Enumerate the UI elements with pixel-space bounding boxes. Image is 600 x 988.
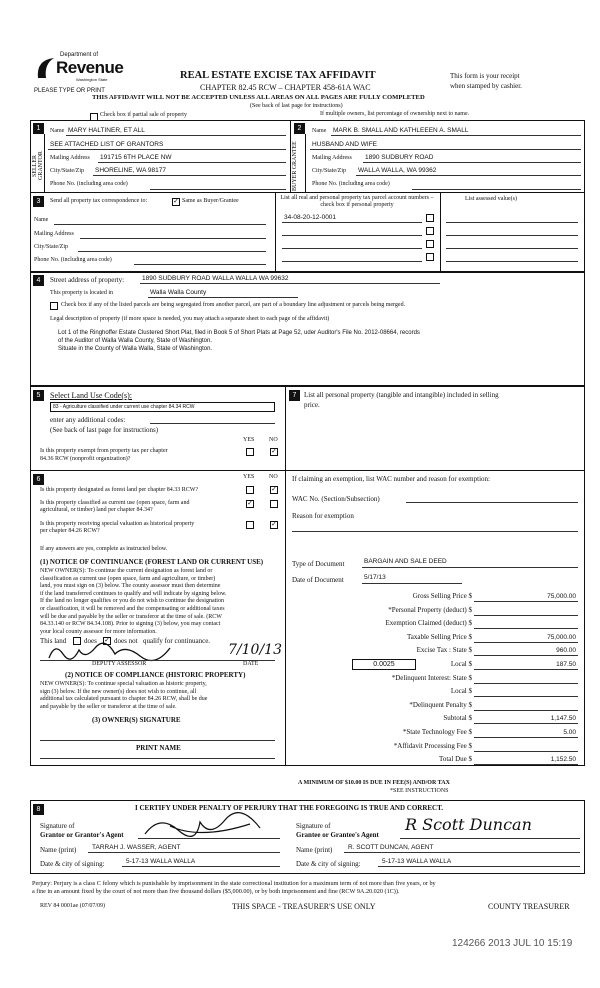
tax-row-value[interactable]: 5.00 xyxy=(563,729,576,736)
section-3-number: 3 xyxy=(33,196,44,207)
local-rate-field[interactable]: 0.0025 xyxy=(352,659,416,670)
sec5-no-header: NO xyxy=(269,437,278,443)
grantee-sig-label2: Grantee or Grantee's Agent xyxy=(296,831,379,839)
deputy-label: DEPUTY ASSESSOR xyxy=(92,661,147,667)
multiple-owners-note: If multiple owners, list percentage of ownership next to name. xyxy=(320,111,470,117)
cashier-note: when stamped by cashier. xyxy=(450,82,522,90)
seller-city-value[interactable]: SHORELINE, WA 98177 xyxy=(95,167,166,174)
tax-row-label: *Affidavit Processing Fee $ xyxy=(393,741,472,750)
this-land-label: This land xyxy=(40,637,67,645)
grantee-name-label: Name (print) xyxy=(296,846,333,854)
seller-tag: SELLER GRANTOR xyxy=(32,151,44,181)
tax-row-label: Local $ xyxy=(450,687,472,696)
additional-codes-label: enter any additional codes: xyxy=(50,416,126,424)
state-label: Washington State xyxy=(76,77,108,82)
assessed-header: List assessed value(s) xyxy=(465,196,517,202)
tax-row-label: *Delinquent Interest: State $ xyxy=(391,673,472,682)
tax-row-label: Taxable Selling Price $ xyxy=(406,632,472,641)
buyer-phone-label: Phone No. (including area code) xyxy=(312,181,390,187)
property-block xyxy=(30,272,585,386)
does-label: does xyxy=(84,637,97,645)
parcel-checkbox-2[interactable] xyxy=(426,227,434,235)
continuance-paragraph xyxy=(40,568,226,636)
tax-row-label: Exemption Claimed (deduct) $ xyxy=(385,619,472,628)
compliance-line: additional tax calculated pursuant to chapter 84.26 RCW, shall be due xyxy=(40,696,208,703)
land-use-code-value: 83 - Agriculture classified under current use chapter 84.34 RCW xyxy=(53,404,195,410)
tax-row-label: *Delinquent Penalty $ xyxy=(409,700,472,709)
street-label: Street address of property: xyxy=(50,276,125,284)
section-7-number: 7 xyxy=(289,390,300,401)
perjury-line1: Perjury: Perjury is a class C felony which is punishable by imprisonment in the state correctional institution for a maximum term of not more than five years, or by xyxy=(32,880,436,887)
seller-line2-value[interactable]: SEE ATTACHED LIST OF GRANTORS xyxy=(50,141,164,148)
same-as-buyer-checkbox[interactable]: ✓ xyxy=(173,198,179,205)
compliance-title: (2) NOTICE OF COMPLIANCE (HISTORIC PROPERTY) xyxy=(65,671,246,679)
current-use-question-2: agricultural, or timber) land per chapter 84.34? xyxy=(40,507,153,513)
historic-yes-checkbox[interactable] xyxy=(246,521,254,529)
sec3-address-label: Mailing Address xyxy=(34,231,74,237)
tax-row-value[interactable]: 1,152.50 xyxy=(550,756,576,764)
continuance-line: classification as current use (open space, farm and agriculture, or timber) xyxy=(40,575,216,582)
personal-prop-line2: price. xyxy=(304,401,320,409)
parcel-header: List all real and personal property tax parcel account numbers – check box if personal property xyxy=(280,195,434,208)
assessor-date: 7/10/13 xyxy=(228,642,282,658)
sec3-phone-label: Phone No. (including area code) xyxy=(34,257,112,263)
treasurer-space-label: THIS SPACE - TREASURER'S USE ONLY xyxy=(232,902,376,911)
grantor-sig-label2: Grantor or Grantor's Agent xyxy=(40,831,124,839)
legal-desc-line2[interactable]: of the Auditor of Walla Walla County, State of Washington. xyxy=(58,338,212,344)
compliance-line: sign (3) below. If the new owner(s) does not wish to continue, all xyxy=(40,688,197,695)
legal-desc-line1[interactable]: Lot 1 of the Ringhoffer Estate Clustered Short Plat, filed in Book 5 of Short Plats at Page 52, uder Auditor's File No. 2012-08664, records xyxy=(58,330,420,336)
sec5-yes-header: YES xyxy=(243,437,255,443)
county-value[interactable]: Walla Walla County xyxy=(150,289,207,296)
forest-no-checkbox[interactable]: ✓ xyxy=(271,486,277,493)
minimum-note: A MINIMUM OF $10.00 IS DUE IN FEE(S) AND/OR TAX xyxy=(298,780,450,786)
grantor-date-label: Date & city of signing: xyxy=(40,860,105,868)
buyer-line2-value[interactable]: HUSBAND AND WIFE xyxy=(312,141,378,148)
does-not-label: does not xyxy=(114,637,138,645)
grantor-sig-label1: Signature of xyxy=(40,822,75,830)
continuance-title: (1) NOTICE OF CONTINUANCE (FOREST LAND OR CURRENT USE) xyxy=(40,558,264,566)
doc-date-label: Date of Document xyxy=(292,576,344,584)
parcel-checkbox-4[interactable] xyxy=(426,253,434,261)
exempt-no-checkbox[interactable]: ✓ xyxy=(271,448,277,455)
street-value[interactable]: 1890 SUDBURY ROAD WALLA WALLA WA 99632 xyxy=(142,275,289,282)
continuance-line: NEW OWNER(S): To continue the current designation as forest land or xyxy=(40,568,213,574)
segregated-label: Check box if any of the listed parcels are being segregated from another parcel, are part of a boundary line adjustment or parcels being merged. xyxy=(61,302,406,308)
tax-row-label: Local $ xyxy=(450,660,472,668)
continuance-line: or classification, it will be removed and the compensating or additional taxes xyxy=(40,605,225,612)
tax-row-label: Total Due $ xyxy=(439,755,472,764)
seller-address-value[interactable]: 191715 6TH PLACE NW xyxy=(100,154,172,161)
legal-label: Legal description of property (if more space is needed, you may attach a separate sheet to each page of the affidavit) xyxy=(50,316,330,322)
dept-label: Department of xyxy=(60,52,99,58)
seller-phone-label: Phone No. (including area code) xyxy=(50,181,128,187)
buyer-city-label: City/State/Zip xyxy=(312,168,346,174)
print-name-label: PRINT NAME xyxy=(136,744,181,752)
land-use-code-field[interactable] xyxy=(50,402,275,412)
forest-yes-checkbox[interactable] xyxy=(246,486,254,494)
buyer-tag: BUYER GRANTEE xyxy=(292,141,298,191)
section-8-number: 8 xyxy=(33,804,44,815)
revision-label: REV 84 0001ae (07/07/09) xyxy=(40,903,106,909)
current-use-no-checkbox[interactable] xyxy=(270,500,278,508)
grantee-name-value[interactable]: R. SCOTT DUNCAN, AGENT xyxy=(348,844,434,851)
tax-row-label: Excise Tax : State $ xyxy=(416,646,472,655)
seller-address-label: Mailing Address xyxy=(50,155,90,161)
correspondence-label: Send all property tax correspondence to: xyxy=(50,198,148,204)
seller-city-label: City/State/Zip xyxy=(50,168,84,174)
recording-stamp: 124266 2013 JUL 10 15:19 xyxy=(452,938,573,949)
see-instructions: *SEE INSTRUCTIONS xyxy=(390,788,449,794)
sec5-instructions: (See back of last page for instructions) xyxy=(50,426,159,434)
form-warning: THIS AFFIDAVIT WILL NOT BE ACCEPTED UNLESS ALL AREAS ON ALL PAGES ARE FULLY COMPLETED xyxy=(92,94,425,101)
historic-question-1: Is this property receiving special valuation as historical property xyxy=(40,521,195,527)
grantee-date-value[interactable]: 5-17-13 WALLA WALLA xyxy=(382,858,452,865)
sec3-name-label: Name xyxy=(34,217,49,223)
doc-date-value[interactable]: 5/17/13 xyxy=(364,574,386,581)
seller-name-value[interactable]: MARY HALTINER, ET ALL xyxy=(68,127,145,134)
revenue-logo xyxy=(34,52,124,86)
buyer-address-label: Mailing Address xyxy=(312,155,352,161)
tax-row-label: Gross Selling Price $ xyxy=(412,592,472,600)
section-4-number: 4 xyxy=(33,275,44,286)
same-as-buyer-label: Same as Buyer/Grantee xyxy=(182,198,239,204)
historic-no-checkbox[interactable]: ✓ xyxy=(271,521,277,528)
grantor-name-value[interactable]: TARRAH J. WASSER, AGENT xyxy=(92,844,181,851)
grantee-signature: R Scott Duncan xyxy=(405,815,532,834)
print-label: PLEASE TYPE OR PRINT xyxy=(34,88,105,94)
forest-question: Is this property designated as forest land per chapter 84.33 RCW? xyxy=(40,487,199,493)
tax-row-value[interactable]: 960.00 xyxy=(556,647,576,655)
buyer-name-value[interactable]: MARK B. SMALL AND KATHLEEEN A. SMALL xyxy=(333,127,469,134)
tax-row-value[interactable]: 187.50 xyxy=(556,661,576,668)
continuance-line: If the land no longer qualifies or you do not wish to continue the designation xyxy=(40,598,224,605)
date-label: DATE xyxy=(243,661,259,667)
revenue-wordmark: Revenue xyxy=(56,58,124,77)
receipt-note: This form is your receipt xyxy=(450,72,520,80)
historic-question-2: per chapter 84.26 RCW? xyxy=(40,528,100,534)
grantee-sig-label1: Signature of xyxy=(296,822,331,830)
wac-label: WAC No. (Section/Subsection) xyxy=(292,495,380,503)
buyer-name-label: Name xyxy=(312,128,327,134)
exempt-yes-checkbox[interactable] xyxy=(246,448,254,456)
continuance-line: will be due and payable by the seller or transferor at the time of sale. (RCW xyxy=(40,613,222,620)
segregated-checkbox[interactable] xyxy=(50,302,58,310)
certify-statement: I CERTIFY UNDER PENALTY OF PERJURY THAT THE FOREGOING IS TRUE AND CORRECT. xyxy=(135,804,444,812)
exemption-label: If claiming an exemption, list WAC number and reason for exemption: xyxy=(292,475,490,483)
county-treasurer-label: COUNTY TREASURER xyxy=(488,902,570,911)
section-5-number: 5 xyxy=(33,390,44,401)
continuance-line: if the land transferred continues to qualify and will indicate by signing below. xyxy=(40,590,227,597)
compliance-line: and payable by the seller or transferor at the time of sale. xyxy=(40,703,177,710)
land-use-title: Select Land Use Code(s): xyxy=(50,391,132,400)
tax-row-label: *Personal Property (deduct) $ xyxy=(388,605,472,614)
compliance-paragraph xyxy=(40,681,207,711)
tax-row-value[interactable]: 75,000.00 xyxy=(547,633,576,641)
if-any-note: If any answers are yes, complete as instructed below. xyxy=(40,546,168,552)
partial-sale-label: Check box if partial sale of property xyxy=(100,112,187,118)
continuance-line: 84.33.140 or RCW 84.34.108). Prior to signing (3) below, you may contact xyxy=(40,621,221,628)
instructions-note: (See back of last page for instructions) xyxy=(250,103,343,109)
personal-prop-line1: List all personal property (tangible and intangible) included in selling xyxy=(304,391,499,399)
section-2-number: 2 xyxy=(294,123,305,134)
parcel-number-value[interactable]: 34-08-20-12-0001 xyxy=(284,214,337,221)
compliance-line: NEW OWNER(S): To continue special valuation as historic property, xyxy=(40,681,207,687)
exempt-line2: 84.36 RCW (nonprofit organization)? xyxy=(40,456,131,462)
located-label: This property is located in xyxy=(50,290,113,296)
tax-row-value[interactable]: 1,147.50 xyxy=(550,715,576,723)
grantor-name-label: Name (print) xyxy=(40,846,77,854)
grantee-date-label: Date & city of signing: xyxy=(296,860,361,868)
current-use-question-1: Is this property classified as current use (open space, farm and xyxy=(40,500,190,506)
reason-label: Reason for exemption xyxy=(292,512,354,520)
tax-row-label: *State Technology Fee $ xyxy=(402,728,472,736)
parcel-checkbox-1[interactable] xyxy=(426,214,434,222)
tax-row-value[interactable]: 75,000.00 xyxy=(547,593,576,600)
buyer-address-value[interactable]: 1890 SUDBURY ROAD xyxy=(365,154,434,161)
continuance-line: your local county assessor for more information. xyxy=(40,628,157,635)
owner-signature-title: (3) OWNER(S) SIGNATURE xyxy=(92,716,181,724)
form-chapter: CHAPTER 82.45 RCW – CHAPTER 458-61A WAC xyxy=(200,83,371,92)
sec3-city-label: City/State/Zip xyxy=(34,244,68,250)
does-not-checkbox[interactable]: ✓ xyxy=(104,637,110,644)
sec6-yes-header: YES xyxy=(243,474,255,480)
qualify-label: qualify for continuance. xyxy=(143,637,211,645)
section-6-number: 6 xyxy=(33,474,44,485)
doc-type-label: Type of Document xyxy=(292,560,345,568)
parcel-checkbox-3[interactable] xyxy=(426,240,434,248)
legal-desc-line3[interactable]: Situate in the County of Walla Walla, State of Washington. xyxy=(58,346,213,352)
exempt-line1: Is this property exempt from property tax per chapter xyxy=(40,448,168,454)
buyer-city-value[interactable]: WALLA WALLA, WA 99362 xyxy=(358,167,437,174)
form-title: REAL ESTATE EXCISE TAX AFFIDAVIT xyxy=(180,70,376,81)
current-use-yes-checkbox[interactable]: ✓ xyxy=(247,500,253,507)
seller-name-label: Name xyxy=(50,128,65,134)
grantor-date-value[interactable]: 5-17-13 WALLA WALLA xyxy=(126,858,196,865)
section-1-number: 1 xyxy=(33,123,44,134)
doc-type-value[interactable]: BARGAIN AND SALE DEED xyxy=(364,558,447,565)
perjury-line2: a fine in an amount fixed by the court of not more than five thousand dollars ($5,000.00), or by both imprisonment and fine (RCW 9A.20.020 (1C)). xyxy=(32,888,400,895)
sec6-no-header: NO xyxy=(269,474,278,480)
continuance-line: land, you must sign on (3) below. The county assessor must then determine xyxy=(40,583,221,590)
tax-row-label: Subtotal $ xyxy=(443,714,472,723)
